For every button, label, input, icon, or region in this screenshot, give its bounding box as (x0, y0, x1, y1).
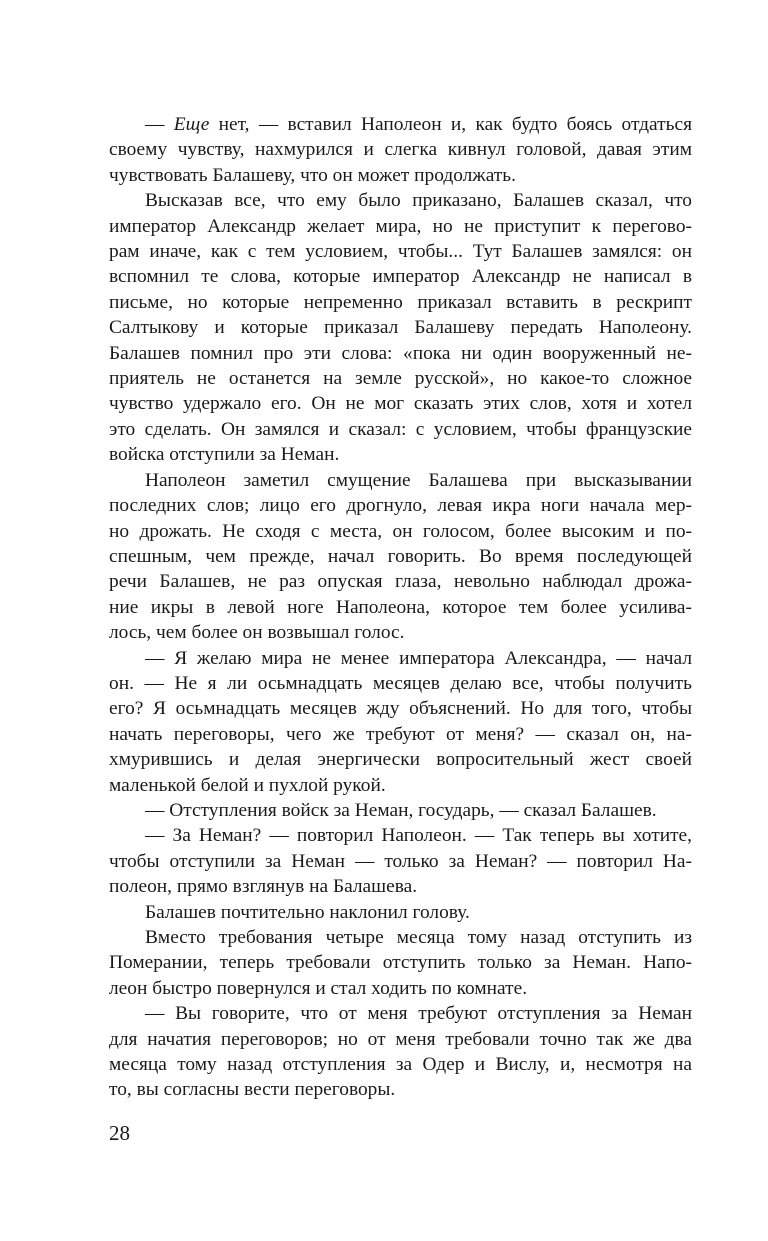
text-line: последних слов; лицо его дрогнуло, левая икра ноги начала мер- (109, 495, 692, 517)
text-line: спешным, чем прежде, начал говорить. Во время последующей (109, 545, 692, 567)
text-line: но дрожать. Не сходя с места, он голосом, более высоким и по- (109, 520, 692, 542)
paragraph-3 (109, 468, 692, 646)
text-line: император Александр желает мира, но не приступит к перегово- (109, 215, 692, 237)
text-line: чувство удержало его. Он не мог сказать этих слов, хотя и хотел (109, 393, 692, 415)
italic-word: Еще (173, 114, 210, 135)
text-line: Померании, теперь требовали отступить только за Неман. Напо- (109, 952, 692, 974)
text-line: — За Неман? — повторил Наполеон. — Так теперь вы хотите, (145, 825, 692, 847)
text-line: письме, но которые непременно приказал вставить в рескрипт (109, 291, 692, 313)
paragraph-1 (109, 112, 692, 188)
paragraph-2 (109, 188, 692, 467)
text-line: Салтыкову и которые приказал Балашеву передать Наполеону. (109, 317, 692, 339)
text-line: — Отступления войск за Неман, государь, — сказал Балашев. (145, 799, 657, 821)
text-line: лось, чем более он возвышал голос. (109, 622, 405, 644)
text-line: рам иначе, как с тем условием, чтобы... Тут Балашев замялся: он (109, 241, 692, 263)
text-line: то, вы согласны вести переговоры. (109, 1079, 396, 1101)
text-line: месяца тому назад отступления за Одер и Вислу, и, несмотря на (109, 1054, 692, 1076)
paragraph-4 (109, 646, 692, 798)
text-line: вспомнил те слова, которые император Александр не написал в (109, 266, 692, 288)
paragraph-6 (109, 823, 692, 899)
text-line: Балашев почтительно наклонил голову. (145, 901, 470, 923)
text-line: начать переговоры, чего же требуют от меня? — сказал он, на- (109, 723, 692, 745)
paragraph-5 (109, 798, 692, 823)
text-line: — Вы говорите, что от меня требуют отступления за Неман (145, 1003, 692, 1025)
text-line: леон быстро повернулся и стал ходить по комнате. (109, 977, 528, 999)
text-line: его? Я осьмнадцать месяцев жду объяснений. Но для того, чтобы (109, 698, 692, 720)
body-text (109, 112, 692, 1103)
text-line: войска отступили за Неман. (109, 444, 340, 466)
paragraph-8 (109, 925, 692, 1001)
text-line: Высказав все, что ему было приказано, Балашев сказал, что (145, 190, 692, 212)
text-line: своему чувству, нахмурился и слегка кивнул головой, давая этим (109, 139, 692, 161)
text-line: ние икры в левой ноге Наполеона, которое тем более усилива- (109, 596, 692, 618)
text-line: чтобы отступили за Неман — только за Неман? — повторил На- (109, 850, 692, 872)
page-number: 28 (109, 1121, 130, 1145)
paragraph-9 (109, 1001, 692, 1103)
text-line: маленькой белой и пухлой рукой. (109, 774, 386, 796)
text-line: для начатия переговоров; но от меня требовали точно так же два (109, 1028, 692, 1050)
paragraph-7 (109, 900, 692, 925)
text-line: Балашев помнил про эти слова: «пока ни один вооруженный не- (109, 342, 692, 364)
text-line: Вместо требования четыре месяца тому назад отступить из (145, 927, 692, 948)
text-line: чувствовать Балашеву, что он может продолжать. (109, 164, 516, 186)
text-line: речи Балашев, не раз опуская глаза, невольно наблюдал дрожа- (109, 571, 692, 593)
text-line: хмурившись и делая энергически вопросительный жест своей (109, 749, 692, 771)
text-line: — Еще нет, — вставил Наполеон и, как будто боясь отдаться (145, 114, 692, 135)
text-line: полеон, прямо взглянув на Балашева. (109, 876, 418, 898)
text-line: — Я желаю мира не менее императора Александра, — начал (145, 647, 692, 669)
text-line: он. — Не я ли осьмнадцать месяцев делаю все, чтобы получить (109, 672, 692, 694)
text-line: Наполеон заметил смущение Балашева при высказывании (145, 469, 692, 491)
text-line: приятель не останется на земле русской», но какое-то сложное (109, 368, 692, 390)
text-line: это сделать. Он замялся и сказал: с условием, чтобы французские (109, 418, 692, 440)
